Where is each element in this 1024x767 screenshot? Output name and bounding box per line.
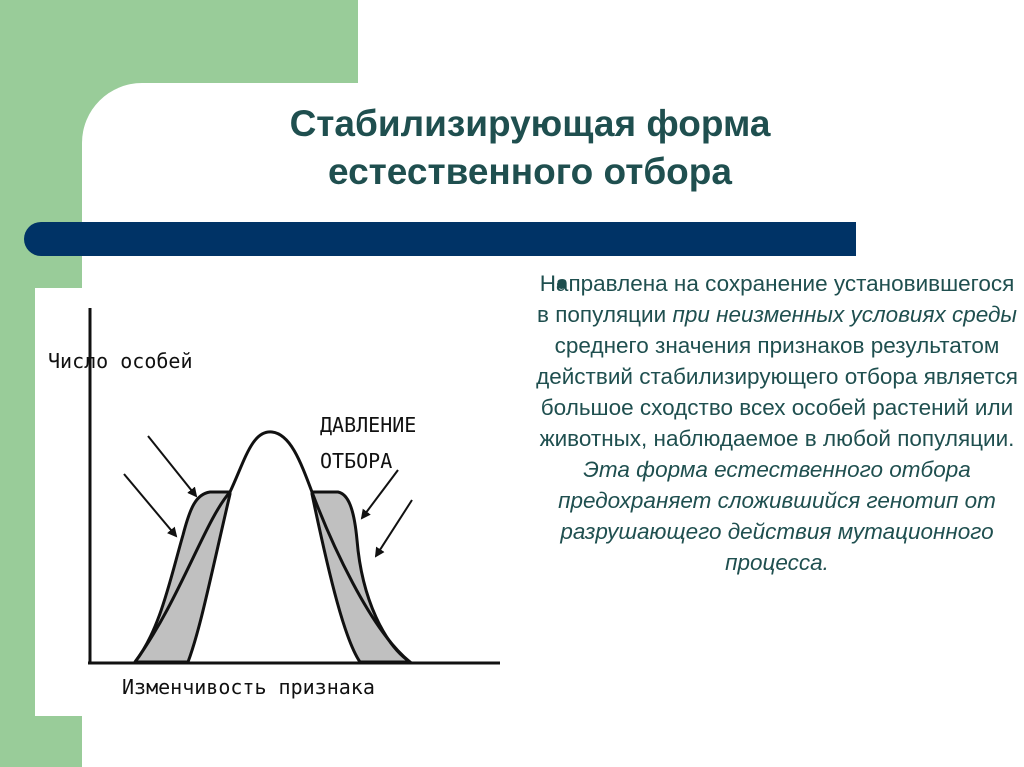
x-axis-label: Изменчивость признака <box>122 675 375 699</box>
description-text <box>535 268 1019 578</box>
y-axis-label: Число особей <box>48 349 193 373</box>
title-line-1: Стабилизирующая форма <box>289 103 771 144</box>
title-line-2: естественного отбора <box>328 151 732 192</box>
right-tail-shaded <box>312 492 410 662</box>
arrow-left-lower <box>124 474 176 536</box>
arrow-right-upper <box>362 470 398 518</box>
arrow-left-upper <box>148 436 196 496</box>
annotation-line-2: ОТБОРА <box>320 449 393 473</box>
text-segment-3: среднего значения признаков результатом действий стабилизирующего отбора является большое сходство всех особей растений или животных, наблюдаемое в любой популяции. <box>536 333 1018 451</box>
text-segment-2-italic: при неизменных условиях среды <box>672 302 1017 327</box>
annotation-line-1: ДАВЛЕНИЕ <box>320 413 417 437</box>
text-segment-1: Направлена на сохранение установившегося в популяции <box>537 271 1015 327</box>
arrow-right-lower <box>376 500 412 556</box>
text-segment-4-italic: Эта форма естественного отбора предохраняет сложившийся генотип от разрушающего действия мутационного процесса. <box>558 457 996 575</box>
